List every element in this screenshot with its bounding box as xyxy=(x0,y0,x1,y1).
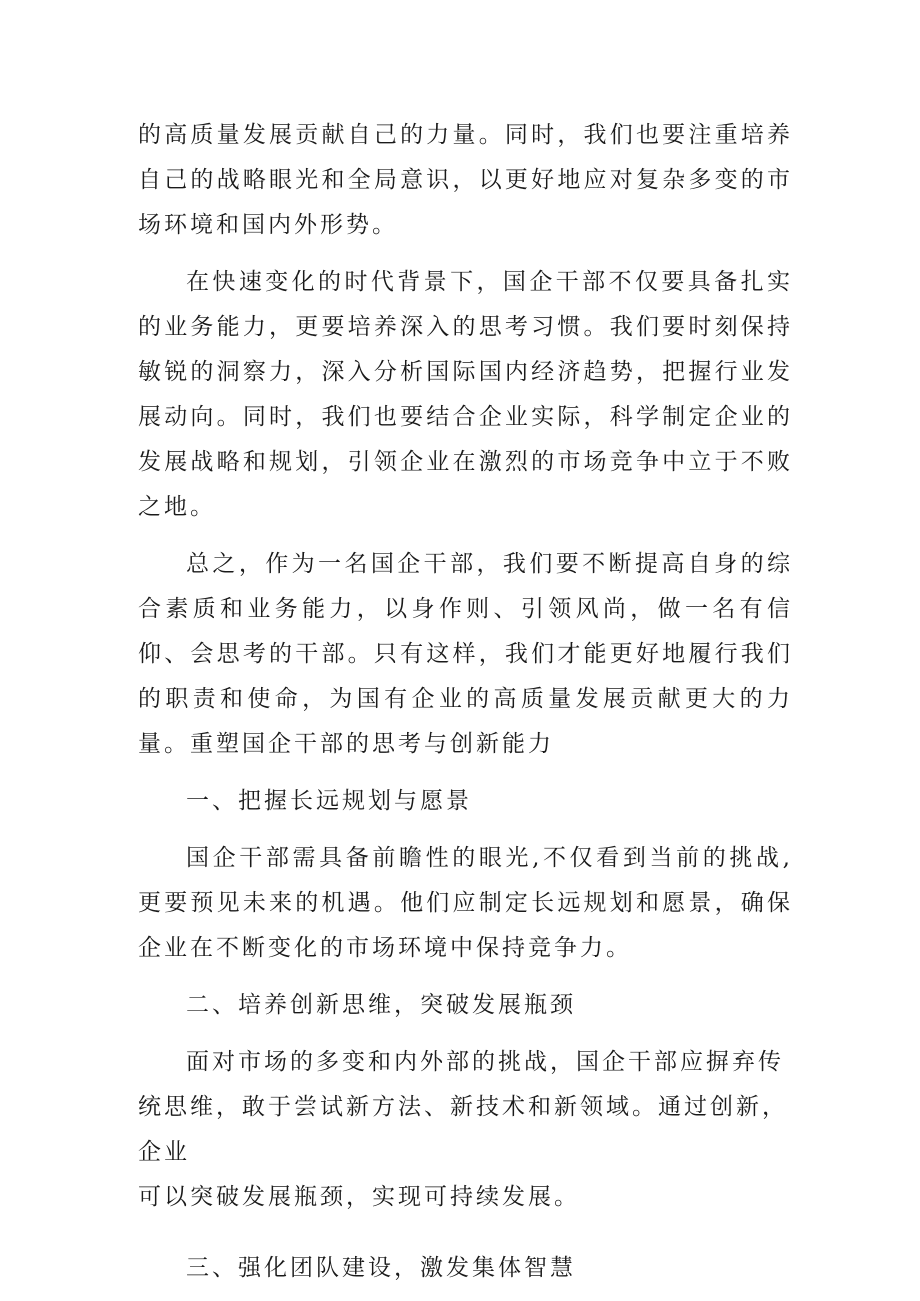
section-body-2-line2: 可以突破发展瓶颈，实现可持续发展。 xyxy=(138,1184,580,1210)
section-body-1: 国企干部需具备前瞻性的眼光,不仅看到当前的挑战,更要预见未来的机遇。他们应制定长远规划和愿景，确保企业在不断变化的市场环境中保持竞争力。 xyxy=(138,845,793,961)
paragraph-thinking-habit: 在快速变化的时代背景下，国企干部不仅要具备扎实的业务能力，更要培养深入的思考习惯。我们要时刻保持敏锐的洞察力，深入分析国际国内经济趋势，把握行业发展动向。同时，我们也要结合企业实际，科学制定企业的发展战略和规划，引领企业在激烈的市场竞争中立于不败之地。 xyxy=(138,269,793,520)
paragraph-continuation: 的高质量发展贡献自己的力量。同时，我们也要注重培养自己的战略眼光和全局意识，以更好地应对复杂多变的市场环境和国内外形势。 xyxy=(138,122,793,238)
section-heading-3: 三、强化团队建设，激发集体智慧 xyxy=(186,1255,576,1281)
document-body xyxy=(138,113,793,1291)
paragraph-conclusion: 总之，作为一名国企干部，我们要不断提高自身的综合素质和业务能力，以身作则、引领风尚，做一名有信仰、会思考的干部。只有这样，我们才能更好地履行我们的职责和使命，为国有企业的高质量发展贡献更大的力量。重塑国企干部的思考与创新能力 xyxy=(138,551,793,757)
section-heading-2: 二、培养创新思维，突破发展瓶颈 xyxy=(186,992,576,1018)
section-heading-1: 一、把握长远规划与愿景 xyxy=(186,788,472,814)
section-body-2-line1: 面对市场的多变和内外部的挑战，国企干部应摒弃传统思维，敢于尝试新方法、新技术和新领域。通过创新，企业 xyxy=(138,1049,788,1165)
